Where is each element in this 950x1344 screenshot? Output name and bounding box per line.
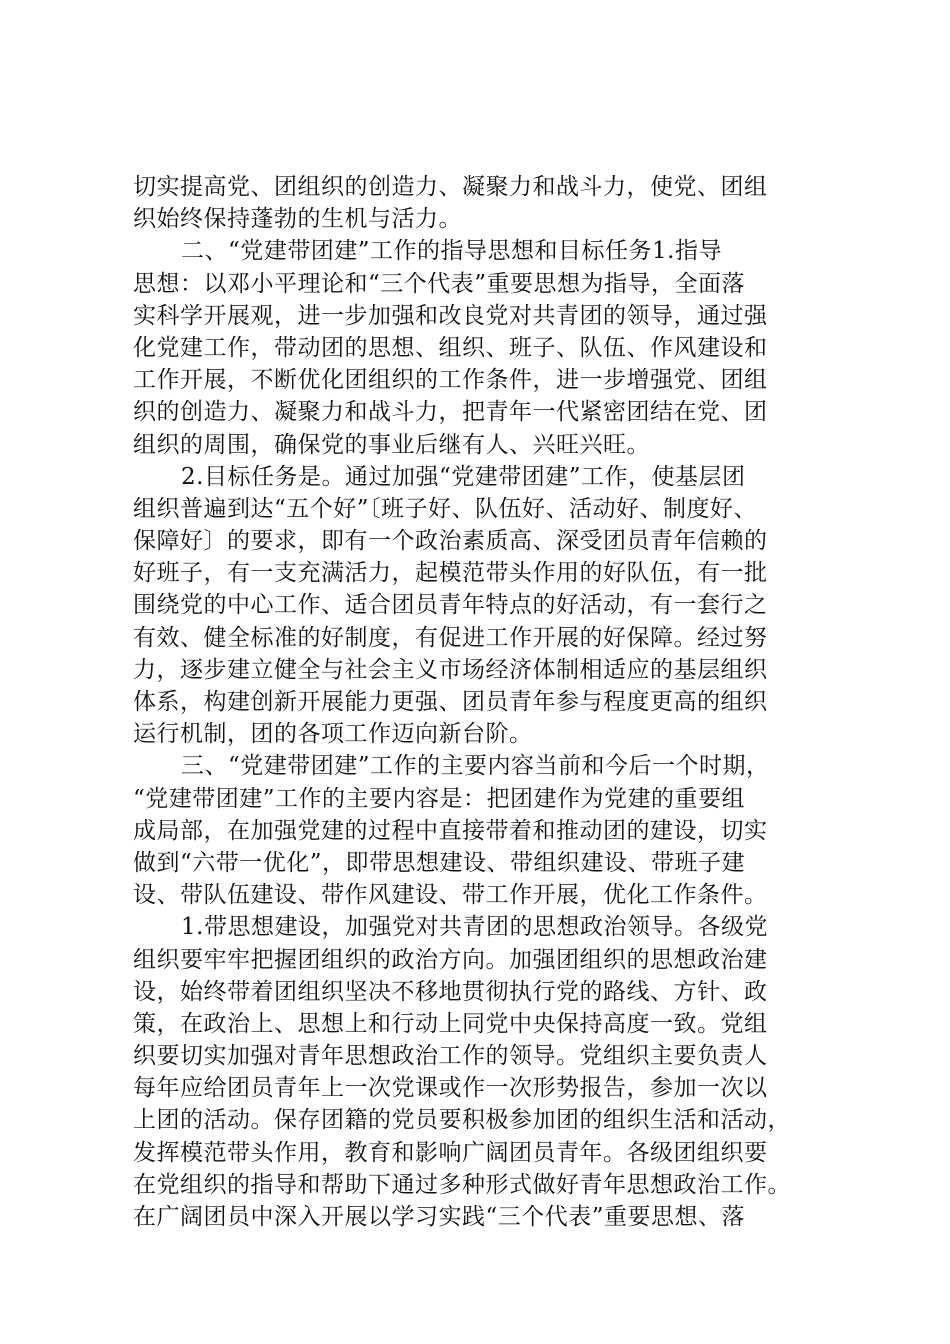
text-line: 二、“党建带团建”工作的指导思想和目标任务1.指导: [181, 238, 722, 265]
text-line: 组织的周围，确保党的事业后继有人、兴旺兴旺。: [133, 431, 650, 458]
text-line: 切实提高党、团组织的创造力、凝聚力和战斗力，使党、团组: [133, 174, 768, 200]
text-line: 发挥模范带头作用，教育和影响广阔团员青年。各级团组织要: [133, 1139, 768, 1166]
text-line: 做到“六带一优化”，即带思想建设、带组织建设、带班子建: [133, 849, 746, 876]
text-line: 策，在政治上、思想上和行动上同党中央保持高度一致。党组: [133, 1010, 768, 1037]
text-line: 体系，构建创新开展能力更强、团员青年参与程度更高的组织: [133, 689, 768, 715]
text-line: 实科学开展观，进一步加强和改良党对共青团的领导，通过强: [133, 302, 768, 329]
text-line: 织始终保持蓬勃的生机与活力。: [133, 206, 462, 233]
text-line: 成局部，在加强党建的过程中直接带着和推动团的建设，切实: [133, 817, 768, 844]
text-line: 围绕党的中心工作、适合团员青年特点的好活动，有一套行之: [133, 592, 768, 619]
text-line: 设、带队伍建设、带作风建设、带工作开展，优化工作条件。: [133, 882, 768, 909]
text-line: 在广阔团员中深入开展以学习实践“三个代表”重要思想、落: [133, 1204, 746, 1230]
text-line: 织要切实加强对青年思想政治工作的领导。党组织主要负责人: [133, 1043, 768, 1070]
text-line: 2.目标任务是。通过加强“党建带团建”工作，使基层团: [181, 463, 746, 490]
text-line: 运行机制，团的各项工作迈向新台阶。: [133, 721, 533, 748]
paragraph: [133, 911, 823, 1233]
paragraph: [133, 171, 823, 235]
text-line: 1.带思想建设，加强党对共青团的思想政治领导。各级党: [181, 914, 768, 941]
text-line: 每年应给团员青年上一次党课或作一次形势报告，参加一次以: [133, 1075, 768, 1102]
text-line: 组织普遍到达“五个好”〔班子好、队伍好、活动好、制度好、: [133, 495, 758, 522]
text-line: “党建带团建”工作的主要内容是：把团建作为党建的重要组: [133, 785, 746, 812]
text-line: 设，始终带着团组织坚决不移地贯彻执行党的路线、方针、政: [133, 978, 768, 1005]
text-line: 织的创造力、凝聚力和战斗力，把青年一代紧密团结在党、团: [133, 399, 768, 426]
text-line: 化党建工作，带动团的思想、组织、班子、队伍、作风建设和: [133, 334, 768, 361]
text-line: 有效、健全标准的好制度，有促进工作开展的好保障。经过努: [133, 624, 768, 651]
text-line: 思想：以邓小平理论和“三个代表”重要思想为指导，全面落: [133, 270, 746, 297]
paragraph: [133, 235, 823, 460]
text-line: 力，逐步建立健全与社会主义市场经济体制相适应的基层组织: [133, 656, 768, 683]
paragraph: [133, 750, 823, 911]
text-line: 保障好〕的要求，即有一个政治素质高、深受团员青年信赖的: [133, 528, 768, 555]
text-line: 组织要牢牢把握团组织的政治方向。加强团组织的思想政治建: [133, 946, 768, 973]
text-line: 工作开展，不断优化团组织的工作条件，进一步增强党、团组: [133, 367, 768, 394]
text-line: 好班子，有一支充满活力，起模范带头作用的好队伍，有一批: [133, 560, 768, 587]
text-line: 上团的活动。保存团籍的党员要积极参加团的组织生活和活动，: [133, 1107, 791, 1134]
paragraph: [133, 461, 823, 751]
document-body: [133, 171, 823, 1233]
text-line: 在党组织的指导和帮助下通过多种形式做好青年思想政治工作。: [133, 1171, 791, 1198]
text-line: 三、“党建带团建”工作的主要内容当前和今后一个时期，: [181, 753, 770, 780]
